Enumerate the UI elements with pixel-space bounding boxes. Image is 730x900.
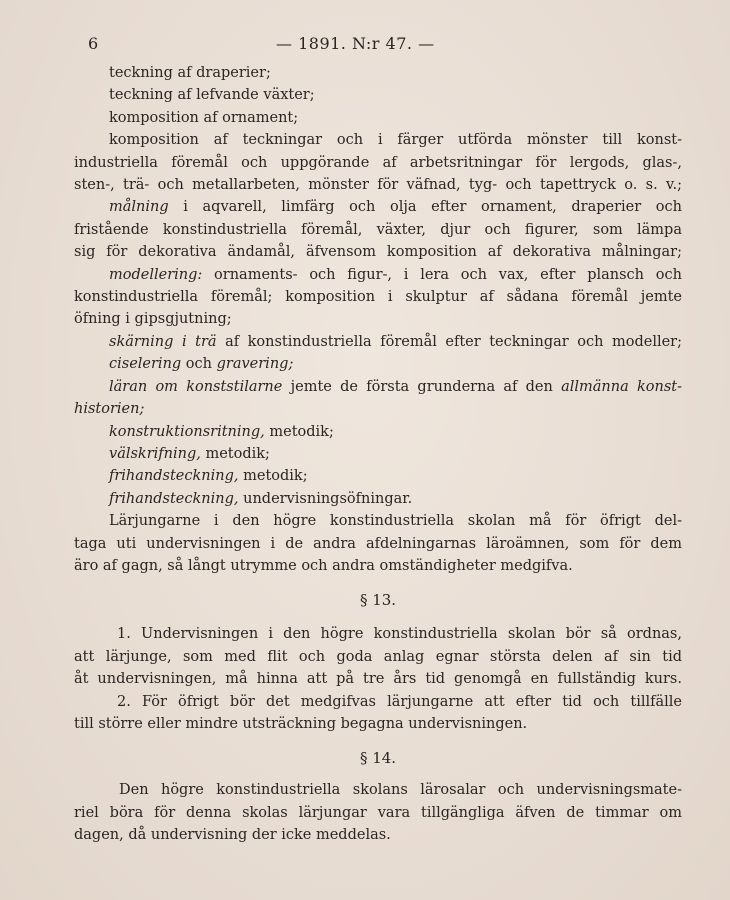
list-item-continuation: fristående konstindustriella föremål, växter, djur och figurer, som lämpa bbox=[74, 221, 682, 238]
list-item: konstruktionsritning, metodik; bbox=[109, 423, 334, 440]
list-item: välskrifning, metodik; bbox=[109, 445, 270, 462]
list-item: läran om konststilarne jemte de första grunderna af den allmänna konst- bbox=[109, 378, 682, 395]
list-item-continuation: historien; bbox=[74, 401, 145, 418]
list-item: modellering: ornaments- och figur-, i lera och vax, efter plansch och bbox=[109, 266, 682, 283]
list-item: teckning af draperier; bbox=[109, 65, 271, 81]
paragraph-line: Den högre konstindustriella skolans lärosalar och undervisningsmate- bbox=[119, 782, 682, 799]
section-heading-13: § 13. bbox=[359, 591, 397, 610]
list-item: skärning i trä af konstindustriella föremål efter teckningar och modeller; bbox=[109, 333, 682, 350]
paragraph-line: åt undervisningen, må hinna att på tre års tid genomgå en fullständig kurs. bbox=[74, 671, 682, 688]
list-item: komposition af ornament; bbox=[109, 109, 299, 126]
list-item: frihandsteckning, undervisningsöfningar. bbox=[109, 490, 413, 507]
list-item-continuation: industriella föremål och uppgörande af arbetsritningar för lergods, glas-, bbox=[74, 154, 682, 171]
paragraph-line: riel böra för denna skolas lärjungar vara tillgängliga äfven de timmar om bbox=[74, 804, 682, 821]
paragraph-line: Lärjungarne i den högre konstindustriella skolan må för öfrigt del- bbox=[109, 513, 682, 530]
page-number: 6 bbox=[88, 34, 99, 53]
list-item: målning i aqvarell, limfärg och olja efter ornament, draperier och bbox=[109, 199, 682, 216]
page-body bbox=[74, 62, 682, 847]
paragraph-line: 2. För öfrigt bör det medgifvas lärjungarne att efter tid och tillfälle bbox=[117, 693, 682, 710]
list-item-continuation: sig för dekorativa ändamål, äfvensom komposition af dekorativa målningar; bbox=[74, 244, 682, 261]
list-item: komposition af teckningar och i färger utförda mönster till konst- bbox=[109, 132, 682, 149]
section-heading-14: § 14. bbox=[359, 749, 397, 768]
list-item-continuation: öfning i gipsgjutning; bbox=[74, 311, 232, 328]
list-item: frihandsteckning, metodik; bbox=[109, 468, 308, 485]
running-title: — 1891. N:r 47. — bbox=[276, 34, 435, 53]
paragraph-line: taga uti undervisningen i de andra afdelningarnas läroämnen, som för dem bbox=[74, 535, 682, 552]
list-item-continuation: sten-, trä- och metallarbeten, mönster för väfnad, tyg- och tapettryck o. s. v.; bbox=[74, 177, 682, 194]
paragraph-line: till större eller mindre utsträckning begagna undervisningen. bbox=[74, 715, 528, 732]
paragraph-line: dagen, då undervisning der icke meddelas. bbox=[74, 827, 391, 844]
paragraph-line: äro af gagn, så långt utrymme och andra omständigheter medgifva. bbox=[74, 557, 573, 574]
list-item: ciselering och gravering; bbox=[109, 356, 294, 373]
paragraph-line: 1. Undervisningen i den högre konstindustriella skolan bör så ordnas, bbox=[117, 626, 682, 643]
paragraph-line: att lärjunge, som med flit och goda anlag egnar största delen af sin tid bbox=[74, 648, 682, 665]
list-item-continuation: konstindustriella föremål; komposition i skulptur af sådana föremål jemte bbox=[74, 289, 682, 306]
page-header bbox=[0, 34, 730, 56]
list-item: teckning af lefvande växter; bbox=[109, 87, 315, 104]
